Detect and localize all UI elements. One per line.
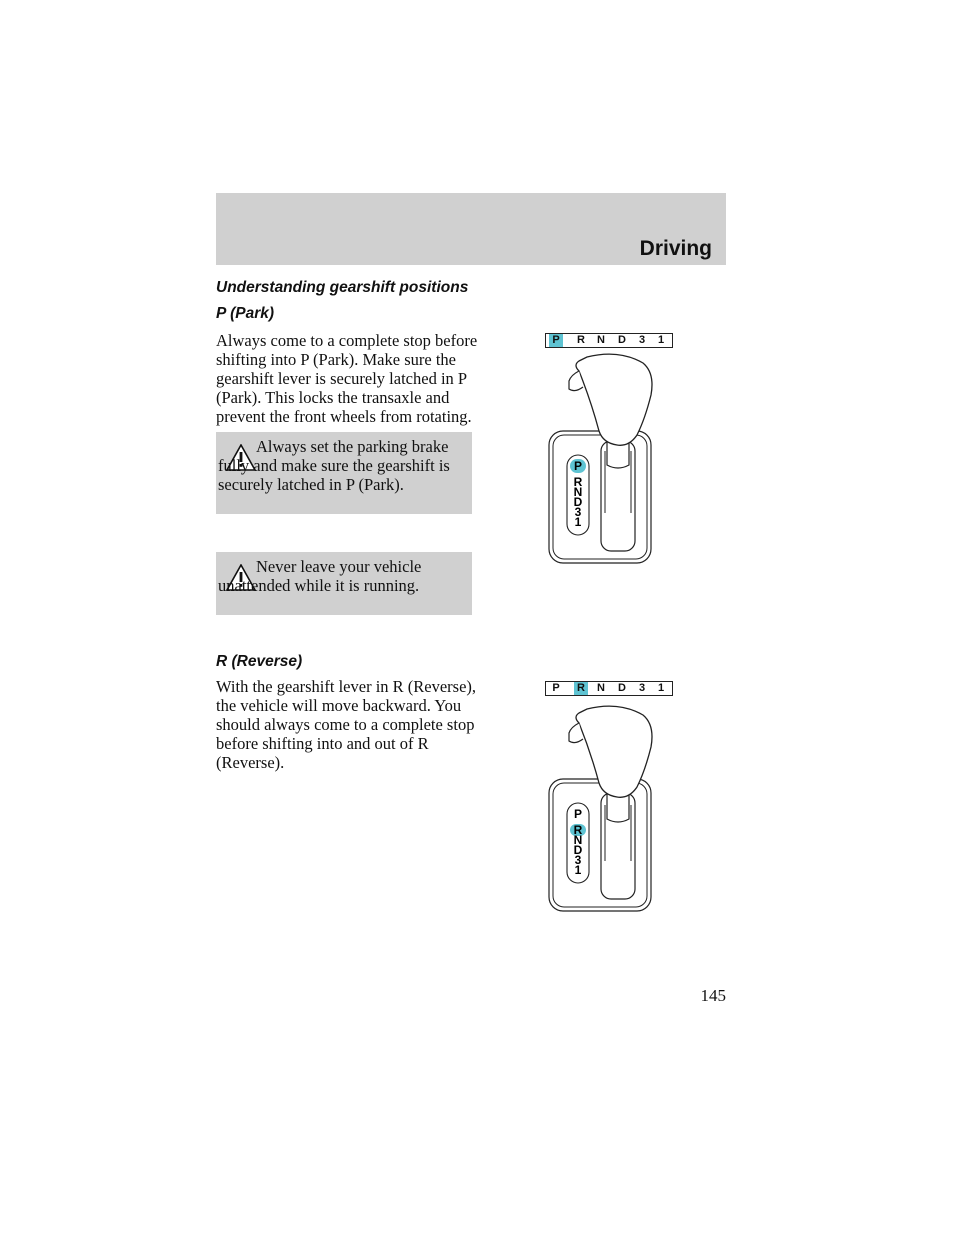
gear-label: R — [574, 682, 588, 695]
column-gear-1: 1 — [574, 515, 582, 529]
header-band — [216, 193, 726, 265]
gear-label: N — [597, 334, 605, 346]
gear-indicator-strip — [545, 333, 673, 348]
gear-indicator-strip — [545, 681, 673, 696]
gearshift-figure-reverse — [545, 681, 677, 921]
reverse-body: With the gearshift lever in R (Reverse), the vehicle will move backward. You should always come to a complete stop before shifting into and out of R (Reverse). — [216, 677, 477, 772]
gear-label: R — [577, 334, 585, 346]
gearshift-figure-park — [545, 333, 677, 573]
column-gear-1: 1 — [574, 863, 582, 877]
gear-label: P — [552, 682, 560, 694]
section-title: Understanding gearshift positions — [216, 279, 469, 296]
warning-text-1: Always set the parking brake fully and make sure the gearshift is securely latched in P (Park). — [218, 437, 450, 494]
park-body: Always come to a complete stop before shifting into P (Park). Make sure the gearshift lever is securely latched in P (Park). This locks the transaxle and prevent the front wheels from rotating. — [216, 331, 478, 426]
warning-box-1 — [216, 432, 472, 514]
gear-label: D — [618, 682, 626, 694]
column-gear-r: R — [573, 823, 583, 837]
column-gear-n: N — [573, 833, 583, 847]
column-gear-n: N — [573, 485, 583, 499]
gearshift-lever-illustration — [545, 353, 677, 573]
gear-label: 3 — [638, 334, 646, 346]
gear-label: N — [597, 682, 605, 694]
column-gear-3: 3 — [574, 853, 582, 867]
column-gear-d: D — [573, 495, 583, 509]
gear-label: P — [549, 334, 563, 347]
header-title: Driving — [639, 237, 712, 260]
warning-box-2 — [216, 552, 472, 615]
gear-label: 1 — [657, 334, 665, 346]
column-gear-p: P — [573, 807, 583, 821]
park-heading: P (Park) — [216, 305, 275, 322]
warning-text-2: Never leave your vehicle unattended while it is running. — [218, 557, 422, 595]
column-gear-r: R — [573, 475, 583, 489]
gearshift-lever-illustration — [545, 701, 677, 921]
column-gear-p: P — [573, 459, 583, 473]
column-gear-3: 3 — [574, 505, 582, 519]
reverse-heading: R (Reverse) — [216, 653, 303, 670]
gear-label: 3 — [638, 682, 646, 694]
gear-label: D — [618, 334, 626, 346]
gear-label: 1 — [657, 682, 665, 694]
page-number: 145 — [700, 986, 726, 1005]
column-gear-d: D — [573, 843, 583, 857]
